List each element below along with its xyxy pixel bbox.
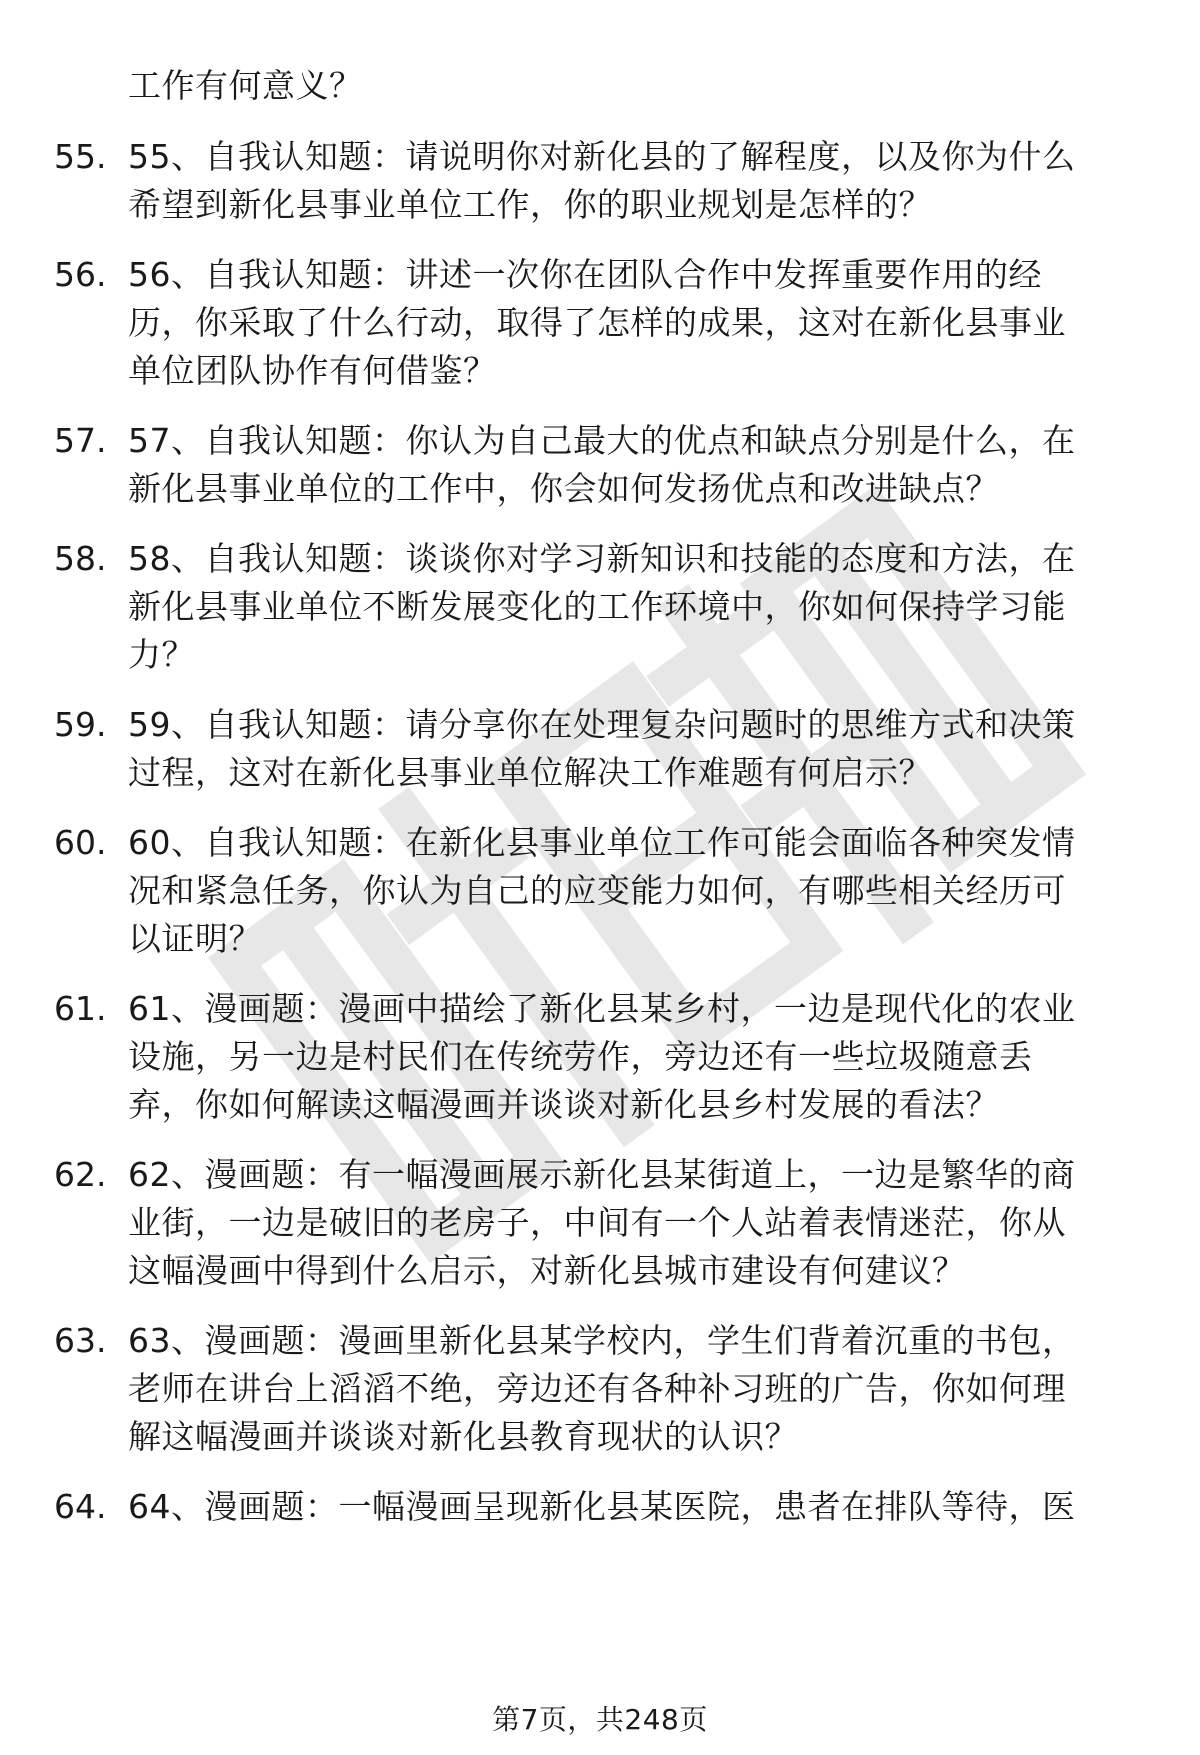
question-text-line: 61、漫画题：漫画中描绘了新化县某乡村，一边是现代化的农业 bbox=[128, 989, 1076, 1028]
question-text-line: 58、自我认知题：谈谈你对学习新知识和技能的态度和方法，在 bbox=[128, 539, 1076, 578]
question-item bbox=[0, 251, 1200, 395]
question-number: 62. bbox=[54, 1155, 107, 1194]
question-text-line: 过程，这对在新化县事业单位解决工作难题有何启示？ bbox=[128, 753, 932, 792]
question-text-line: 单位团队协作有何借鉴？ bbox=[128, 351, 497, 390]
question-text-line: 况和紧急任务，你认为自己的应变能力如何，有哪些相关经历可 bbox=[128, 871, 1066, 910]
question-number: 58. bbox=[54, 539, 107, 578]
question-text-line: 弃，你如何解读这幅漫画并谈谈对新化县乡村发展的看法？ bbox=[128, 1085, 999, 1124]
question-text-line: 新化县事业单位不断发展变化的工作环境中，你如何保持学习能 bbox=[128, 587, 1066, 626]
question-item bbox=[0, 701, 1200, 797]
continued-question-tail: 工作有何意义？ bbox=[128, 66, 363, 105]
question-item bbox=[0, 819, 1200, 963]
question-number: 57. bbox=[54, 421, 107, 460]
question-text-line: 新化县事业单位的工作中，你会如何发扬优点和改进缺点？ bbox=[128, 469, 999, 508]
question-text-line: 希望到新化县事业单位工作，你的职业规划是怎样的？ bbox=[128, 185, 932, 224]
question-number: 56. bbox=[54, 255, 107, 294]
question-number: 63. bbox=[54, 1321, 107, 1360]
question-item bbox=[0, 1151, 1200, 1295]
question-item bbox=[0, 985, 1200, 1129]
question-text-line: 这幅漫画中得到什么启示，对新化县城市建设有何建议？ bbox=[128, 1251, 966, 1290]
question-text-line: 57、自我认知题：你认为自己最大的优点和缺点分别是什么，在 bbox=[128, 421, 1076, 460]
question-text-line: 老师在讲台上滔滔不绝，旁边还有各种补习班的广告，你如何理 bbox=[128, 1369, 1066, 1408]
question-text-line: 64、漫画题：一幅漫画呈现新化县某医院，患者在排队等待，医 bbox=[128, 1487, 1076, 1526]
question-number: 55. bbox=[54, 137, 107, 176]
question-text-line: 解这幅漫画并谈谈对新化县教育现状的认识？ bbox=[128, 1417, 798, 1456]
question-text-line: 设施，另一边是村民们在传统劳作，旁边还有一些垃圾随意丢 bbox=[128, 1037, 1033, 1076]
question-text-line: 63、漫画题：漫画里新化县某学校内，学生们背着沉重的书包， bbox=[128, 1321, 1076, 1360]
question-text-line: 59、自我认知题：请分享你在处理复杂问题时的思维方式和决策 bbox=[128, 705, 1076, 744]
question-text-line: 62、漫画题：有一幅漫画展示新化县某街道上，一边是繁华的商 bbox=[128, 1155, 1076, 1194]
question-item bbox=[0, 535, 1200, 679]
question-item bbox=[0, 133, 1200, 229]
question-number: 64. bbox=[54, 1487, 107, 1526]
question-item bbox=[0, 1483, 1200, 1531]
question-item bbox=[0, 417, 1200, 513]
question-number: 61. bbox=[54, 989, 107, 1028]
question-text-line: 以证明？ bbox=[128, 919, 262, 958]
page-footer: 第7页，共248页 bbox=[492, 1703, 708, 1736]
question-text-line: 业街，一边是破旧的老房子，中间有一个人站着表情迷茫，你从 bbox=[128, 1203, 1066, 1242]
question-item bbox=[0, 1317, 1200, 1461]
question-text-line: 力？ bbox=[128, 635, 195, 674]
question-number: 60. bbox=[54, 823, 107, 862]
question-text-line: 55、自我认知题：请说明你对新化县的了解程度，以及你为什么 bbox=[128, 137, 1076, 176]
question-text-line: 历，你采取了什么行动，取得了怎样的成果，这对在新化县事业 bbox=[128, 303, 1066, 342]
question-text-line: 56、自我认知题：讲述一次你在团队合作中发挥重要作用的经 bbox=[128, 255, 1042, 294]
question-number: 59. bbox=[54, 705, 107, 744]
question-text-line: 60、自我认知题：在新化县事业单位工作可能会面临各种突发情 bbox=[128, 823, 1076, 862]
